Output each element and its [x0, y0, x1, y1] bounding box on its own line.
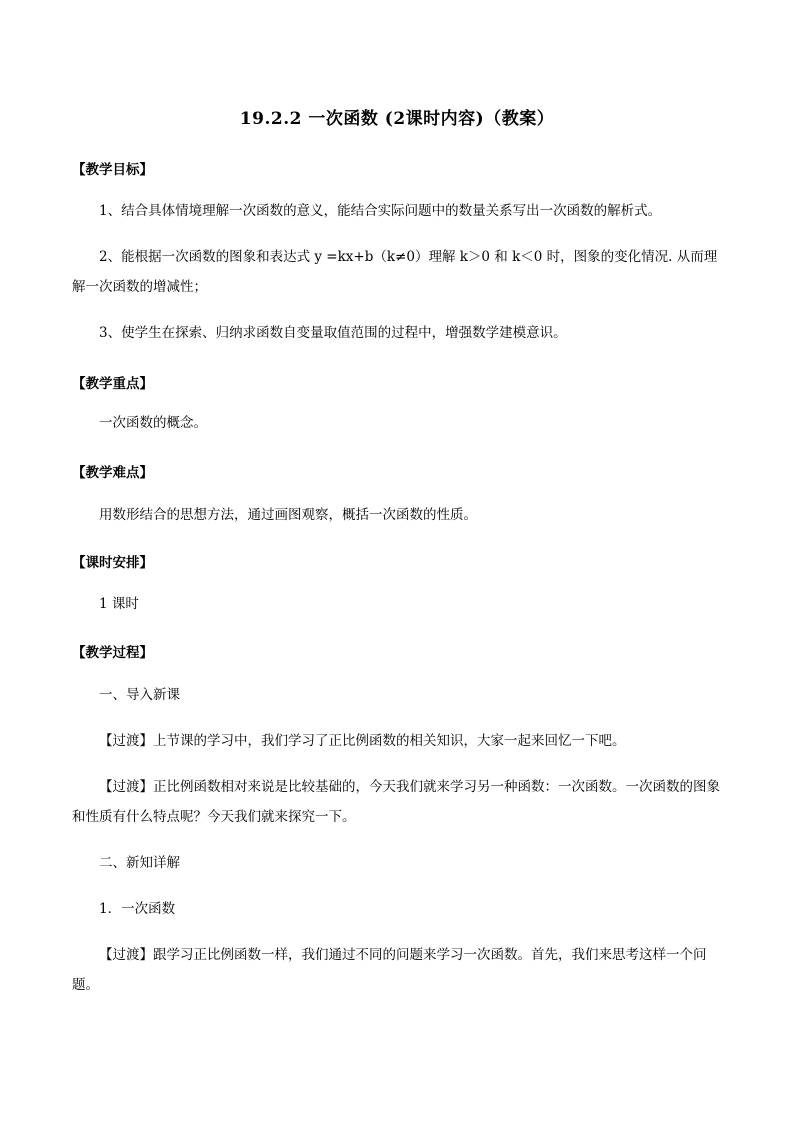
transition-2: 【过渡】正比例函数相对来说是比较基础的，今天我们就来学习另一种函数：一次函数。一次函数的图象和性质有什么特点呢？今天我们就来探究一下。 [72, 779, 720, 825]
transition-3: 【过渡】跟学习正比例函数一样，我们通过不同的问题来学习一次函数。首先，我们来思考这样一个问题。 [72, 947, 707, 993]
key-points-text: 一次函数的概念。 [99, 415, 207, 431]
objective-1: 1、结合具体情境理解一次函数的意义，能结合实际问题中的数量关系写出一次函数的解析式。 [99, 203, 662, 219]
transition-1: 【过渡】上节课的学习中，我们学习了正比例函数的相关知识，大家一起来回忆一下吧。 [99, 733, 626, 749]
document-title: 19.2.2 一次函数 (2课时内容)（教案） [239, 109, 555, 129]
sub-1-heading: 1．一次函数 [99, 901, 176, 917]
step-2-heading: 二、新知详解 [99, 855, 180, 871]
objective-2: 2、能根据一次函数的图象和表达式 y =kx+b（k≠0）理解 k＞0 和 k＜0 时，图象的变化情况. 从而理解一次函数的增减性； [72, 249, 718, 295]
difficulties-text: 用数形结合的思想方法，通过画图观察，概括一次函数的性质。 [99, 507, 477, 523]
objective-3: 3、使学生在探索、归纳求函数自变量取值范围的过程中，增强数学建模意识。 [99, 325, 567, 341]
schedule-heading: 【课时安排】 [72, 555, 153, 571]
process-heading: 【教学过程】 [72, 645, 153, 661]
schedule-text: 1 课时 [99, 596, 139, 612]
key-points-heading: 【教学重点】 [72, 376, 153, 392]
difficulties-heading: 【教学难点】 [72, 465, 153, 481]
objectives-heading: 【教学目标】 [72, 162, 153, 178]
step-1-heading: 一、导入新课 [99, 687, 180, 703]
